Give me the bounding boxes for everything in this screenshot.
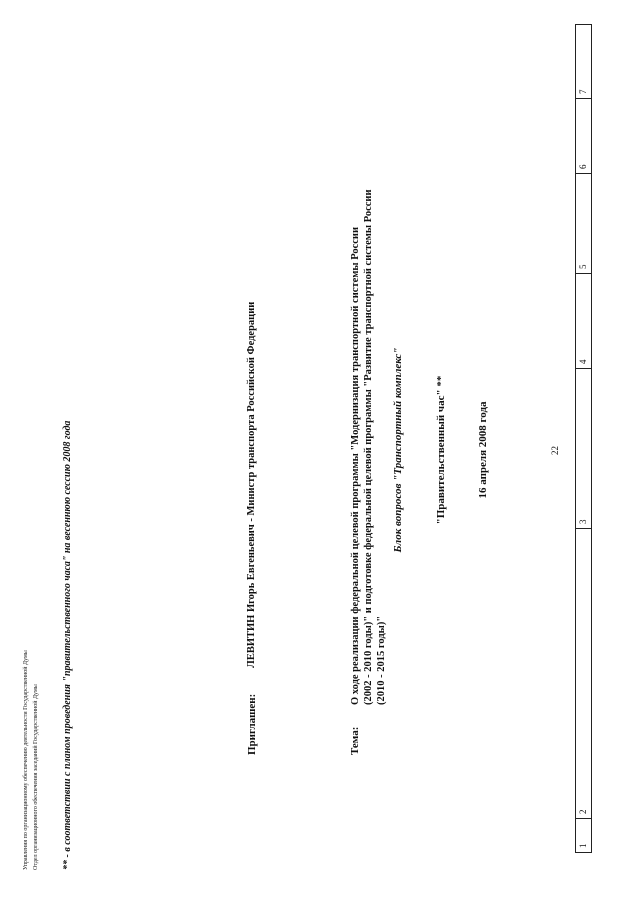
date-line: 16 апреля 2008 года <box>477 401 489 499</box>
column-header: 7 <box>576 23 591 99</box>
block-title: Блок вопросов "Транспортный комплекс" <box>392 347 404 553</box>
department-line-2: Управления по организационному обеспечению деятельности Государственной Думы <box>23 650 29 870</box>
column-header-table <box>575 24 592 853</box>
page-number: 22 <box>550 446 560 455</box>
topic-label: Тема: <box>349 726 361 755</box>
invited-text: ЛЕВИТИН Игорь Евгеньевич - Министр транспорта Российской Федерации <box>246 301 257 668</box>
column-header: 4 <box>576 274 591 369</box>
footnote: ** - в соответствии с планом проведения "правительственного часа" на весеннюю сессию 2008 года <box>62 420 73 870</box>
topic-text: О ходе реализации федеральной целевой программы "Модернизация транспортной системы России (2002 - 2010 годы)" и подготовке федеральной целевой программы "Развитие транспортной системы России (2010 - 2015 годы)" <box>350 189 387 705</box>
column-header: 6 <box>576 99 591 174</box>
column-header: 3 <box>576 369 591 529</box>
column-header: 1 <box>578 843 588 848</box>
invited-label: Приглашен: <box>246 693 258 755</box>
column-header: 2 <box>576 529 591 819</box>
event-title: "Правительственный час" ** <box>435 375 447 525</box>
department-line-1: Отдел организационного обеспечения заседаний Государственной Думы <box>33 684 39 870</box>
column-header: 5 <box>576 174 591 274</box>
